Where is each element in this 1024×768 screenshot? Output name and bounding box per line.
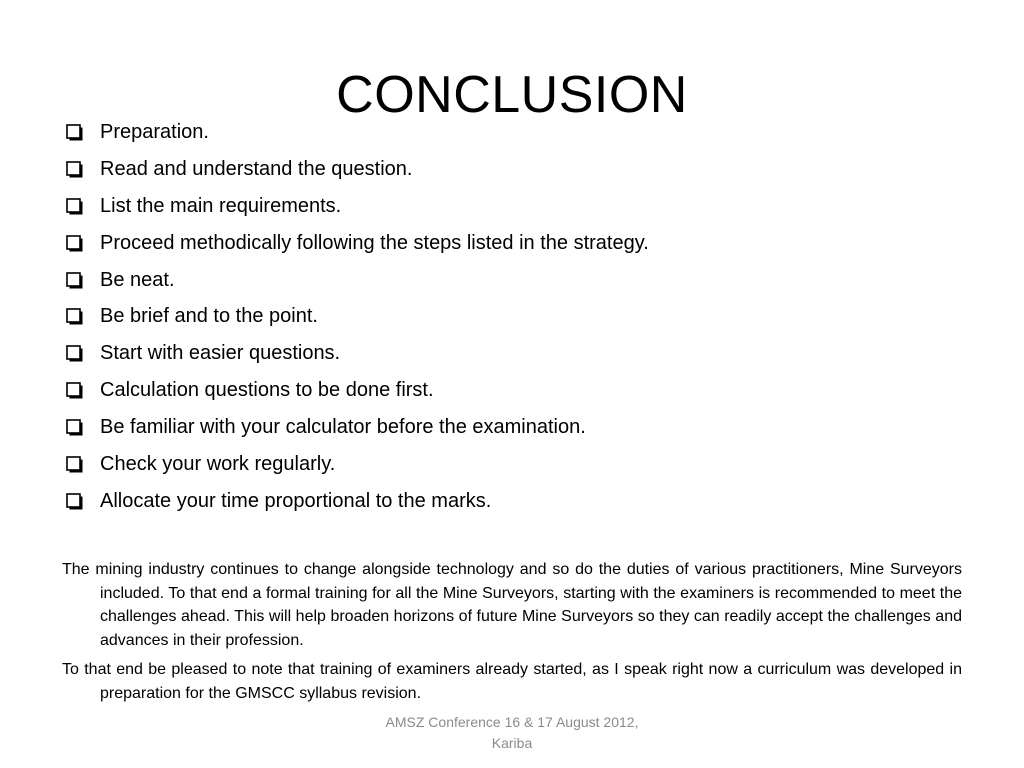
- bullet-item: [62, 188, 982, 225]
- checkbox-icon: [66, 382, 84, 400]
- checkbox-icon: [66, 198, 84, 216]
- checkbox-icon: [66, 419, 84, 437]
- checkbox-icon: [66, 493, 84, 511]
- bullet-text: Check your work regularly.: [100, 453, 336, 476]
- footer-line: Kariba: [491, 735, 533, 751]
- bullet-item: [62, 298, 982, 335]
- checkbox-icon: [66, 308, 84, 326]
- bullet-text: Preparation.: [100, 121, 209, 143]
- bullet-text: Read and understand the question.: [100, 157, 413, 180]
- bullet-item: [62, 114, 982, 151]
- bullet-item: [62, 335, 982, 372]
- bullet-item: [62, 225, 982, 262]
- checkbox-icon: [66, 124, 84, 142]
- slide-title: CONCLUSION: [336, 65, 688, 124]
- bullet-item: [62, 409, 982, 446]
- body-paragraph: The mining industry continues to change alongside technology and so do the duties of various practitioners, Mine Surveyors included. To that end a formal training for all the Mine Surveyors, starting with the examiners is recommended to meet the challenges ahead. This will help broaden horizons of future Mine Surveyors so they can readily accept the challenges and advances in their profession.: [62, 561, 962, 649]
- checkbox-icon: [66, 161, 84, 179]
- bullet-item: [62, 262, 982, 299]
- bullet-item: [62, 151, 982, 188]
- bullet-text: List the main requirements.: [100, 194, 342, 217]
- bullet-text: Allocate your time proportional to the marks.: [100, 489, 492, 512]
- bullet-item: [62, 372, 982, 409]
- bullet-text: Be neat.: [100, 268, 175, 291]
- bullet-text: Start with easier questions.: [100, 342, 341, 365]
- bullet-item: [62, 483, 982, 520]
- checkbox-icon: [66, 345, 84, 363]
- checkbox-icon: [66, 235, 84, 253]
- body-paragraph: To that end be pleased to note that training of examiners already started, as I speak right now a curriculum was developed in preparation for the GMSCC syllabus revision.: [62, 661, 962, 702]
- footer-line: AMSZ Conference 16 & 17 August 2012,: [385, 714, 639, 730]
- bullet-text: Calculation questions to be done first.: [100, 379, 434, 402]
- bullet-text: Proceed methodically following the steps listed in the strategy.: [100, 231, 649, 254]
- bullet-text: Be familiar with your calculator before the examination.: [100, 416, 586, 439]
- bullet-text: Be brief and to the point.: [100, 305, 318, 328]
- bullet-item: [62, 446, 982, 483]
- checkbox-icon: [66, 272, 84, 290]
- checkbox-icon: [66, 456, 84, 474]
- bullet-list: [62, 114, 982, 520]
- slide-footer: [362, 712, 662, 754]
